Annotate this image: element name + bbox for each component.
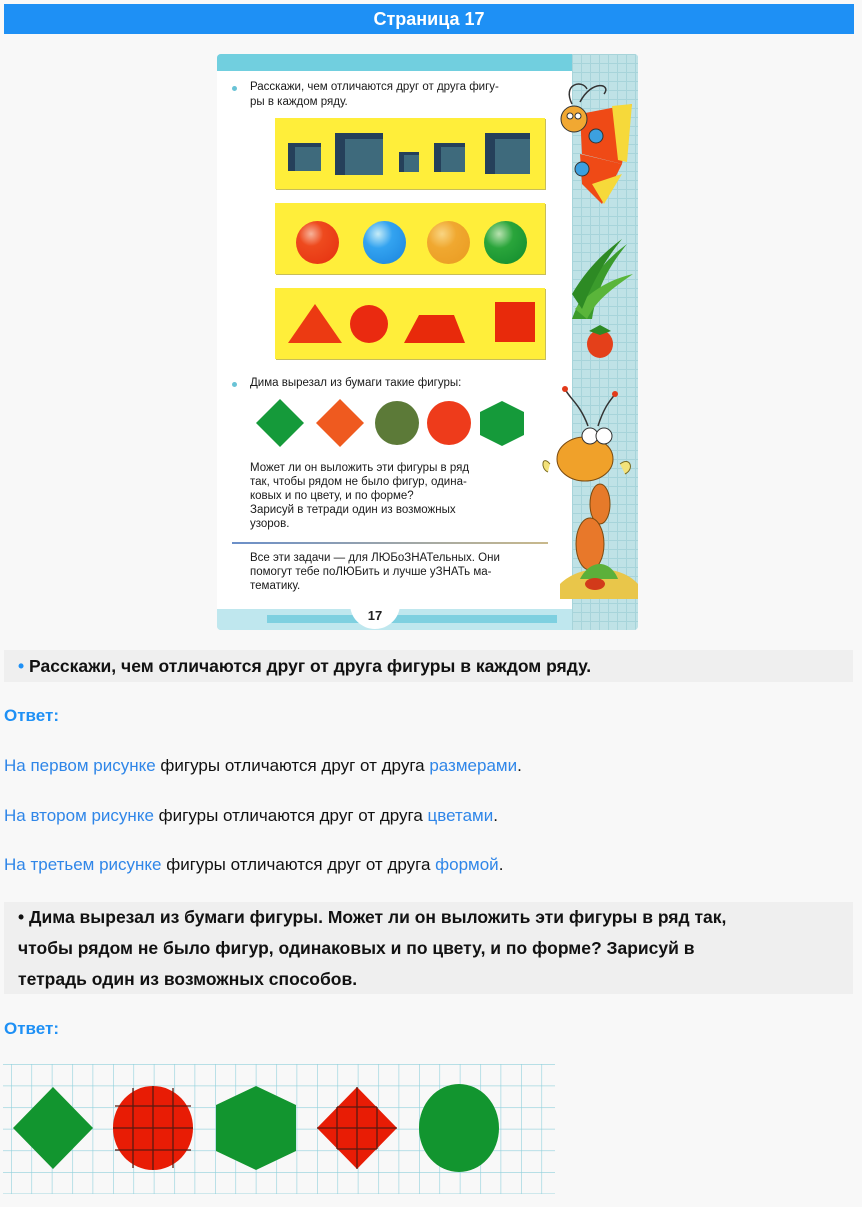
red-ball-icon bbox=[296, 221, 339, 264]
answer-key: цветами bbox=[427, 806, 494, 825]
green-hexagon-icon bbox=[480, 401, 524, 446]
question-2-box bbox=[4, 902, 853, 994]
question-2-text-1: Дима вырезал из бумаги фигуры. Может ли он выложить эти фигуры в ряд так, bbox=[29, 907, 727, 927]
bullet-icon: • bbox=[18, 656, 25, 676]
answer-middle: фигуры отличаются друг от друга bbox=[155, 756, 430, 775]
dima-shapes bbox=[250, 396, 535, 452]
grass-strawberry-icon bbox=[567, 239, 637, 364]
task2-intro: Дима вырезал из бумаги такие фигуры: bbox=[250, 377, 462, 389]
orange-ball-icon bbox=[427, 221, 470, 264]
cubes-panel bbox=[275, 118, 545, 189]
red-shapes bbox=[275, 288, 545, 359]
textbook-page-image bbox=[217, 54, 638, 630]
task1-line2: ры в каждом ряду. bbox=[250, 96, 348, 108]
square-icon bbox=[495, 302, 535, 342]
answer-key: размерами bbox=[429, 756, 518, 775]
green-circle-icon bbox=[419, 1084, 499, 1172]
answer-end: . bbox=[517, 756, 522, 775]
page-title: Страница 17 bbox=[373, 9, 485, 29]
question-2-line-2: чтобы рядом не было фигур, одинаковых и по цвету, и по форме? Зарисуй в bbox=[18, 938, 695, 958]
answer-2-figure bbox=[3, 1064, 555, 1194]
question-2-line-1 bbox=[18, 902, 853, 933]
footer-line2: помогут тебе поЛЮБить и лучше уЗНАТь ма- bbox=[250, 566, 492, 578]
task2-line3: ковых и по цвету, и по форме? bbox=[250, 490, 414, 502]
answer-1-line-3 bbox=[4, 855, 503, 875]
shapes-panel bbox=[275, 288, 545, 359]
answer-middle: фигуры отличаются друг от друга bbox=[153, 806, 428, 825]
answer-1-line-1 bbox=[4, 756, 522, 776]
answer-2-label: Ответ: bbox=[4, 1019, 59, 1038]
circle-icon bbox=[350, 305, 388, 343]
blue-ball-icon bbox=[363, 221, 406, 264]
bullet-icon: • bbox=[18, 907, 25, 927]
question-1-box bbox=[4, 650, 853, 682]
answer-middle: фигуры отличаются друг от друга bbox=[161, 855, 436, 874]
balls-panel bbox=[275, 203, 545, 274]
red-circle-icon bbox=[113, 1086, 193, 1170]
answer-key: формой bbox=[435, 855, 499, 874]
question-1-text: Расскажи, чем отличаются друг от друга фигуры в каждом ряду. bbox=[29, 656, 592, 676]
green-diamond-icon bbox=[256, 399, 304, 447]
page-header bbox=[4, 4, 854, 34]
answer-end: . bbox=[493, 806, 498, 825]
page-number: 17 bbox=[350, 599, 400, 629]
task2-line4: Зарисуй в тетради один из возможных bbox=[250, 504, 456, 516]
answer-1-line-2 bbox=[4, 806, 498, 826]
green-ball-icon bbox=[484, 221, 527, 264]
answer-lead: На третьем рисунке bbox=[4, 855, 162, 874]
answer-end: . bbox=[498, 855, 504, 874]
task2-line1: Может ли он выложить эти фигуры в ряд bbox=[250, 462, 470, 474]
triangle-icon bbox=[288, 304, 342, 343]
task2-line2: так, чтобы рядом не было фигур, одина- bbox=[250, 476, 467, 488]
bullet-icon bbox=[232, 86, 237, 91]
orange-diamond-icon bbox=[316, 399, 364, 447]
task2-line5: узоров. bbox=[250, 518, 290, 530]
red-circle-icon bbox=[427, 401, 471, 445]
question-2-line-3: тетрадь один из возможных способов. bbox=[18, 969, 358, 989]
footer-line3: тематику. bbox=[250, 580, 301, 592]
answer-lead: На первом рисунке bbox=[4, 756, 156, 775]
task1-line1: Расскажи, чем отличаются друг от друга фигу- bbox=[250, 81, 499, 93]
olive-circle-icon bbox=[375, 401, 419, 445]
footer-line1: Все эти задачи — для ЛЮБоЗНАТельных. Они bbox=[250, 552, 500, 564]
butterfly-mascot-icon bbox=[552, 74, 638, 214]
ant-mascot-icon bbox=[540, 384, 638, 599]
trapezoid-icon bbox=[404, 315, 465, 343]
answer-1-label: Ответ: bbox=[4, 706, 59, 725]
answer-lead: На втором рисунке bbox=[4, 806, 154, 825]
divider bbox=[232, 542, 548, 544]
bullet-icon bbox=[232, 382, 237, 387]
